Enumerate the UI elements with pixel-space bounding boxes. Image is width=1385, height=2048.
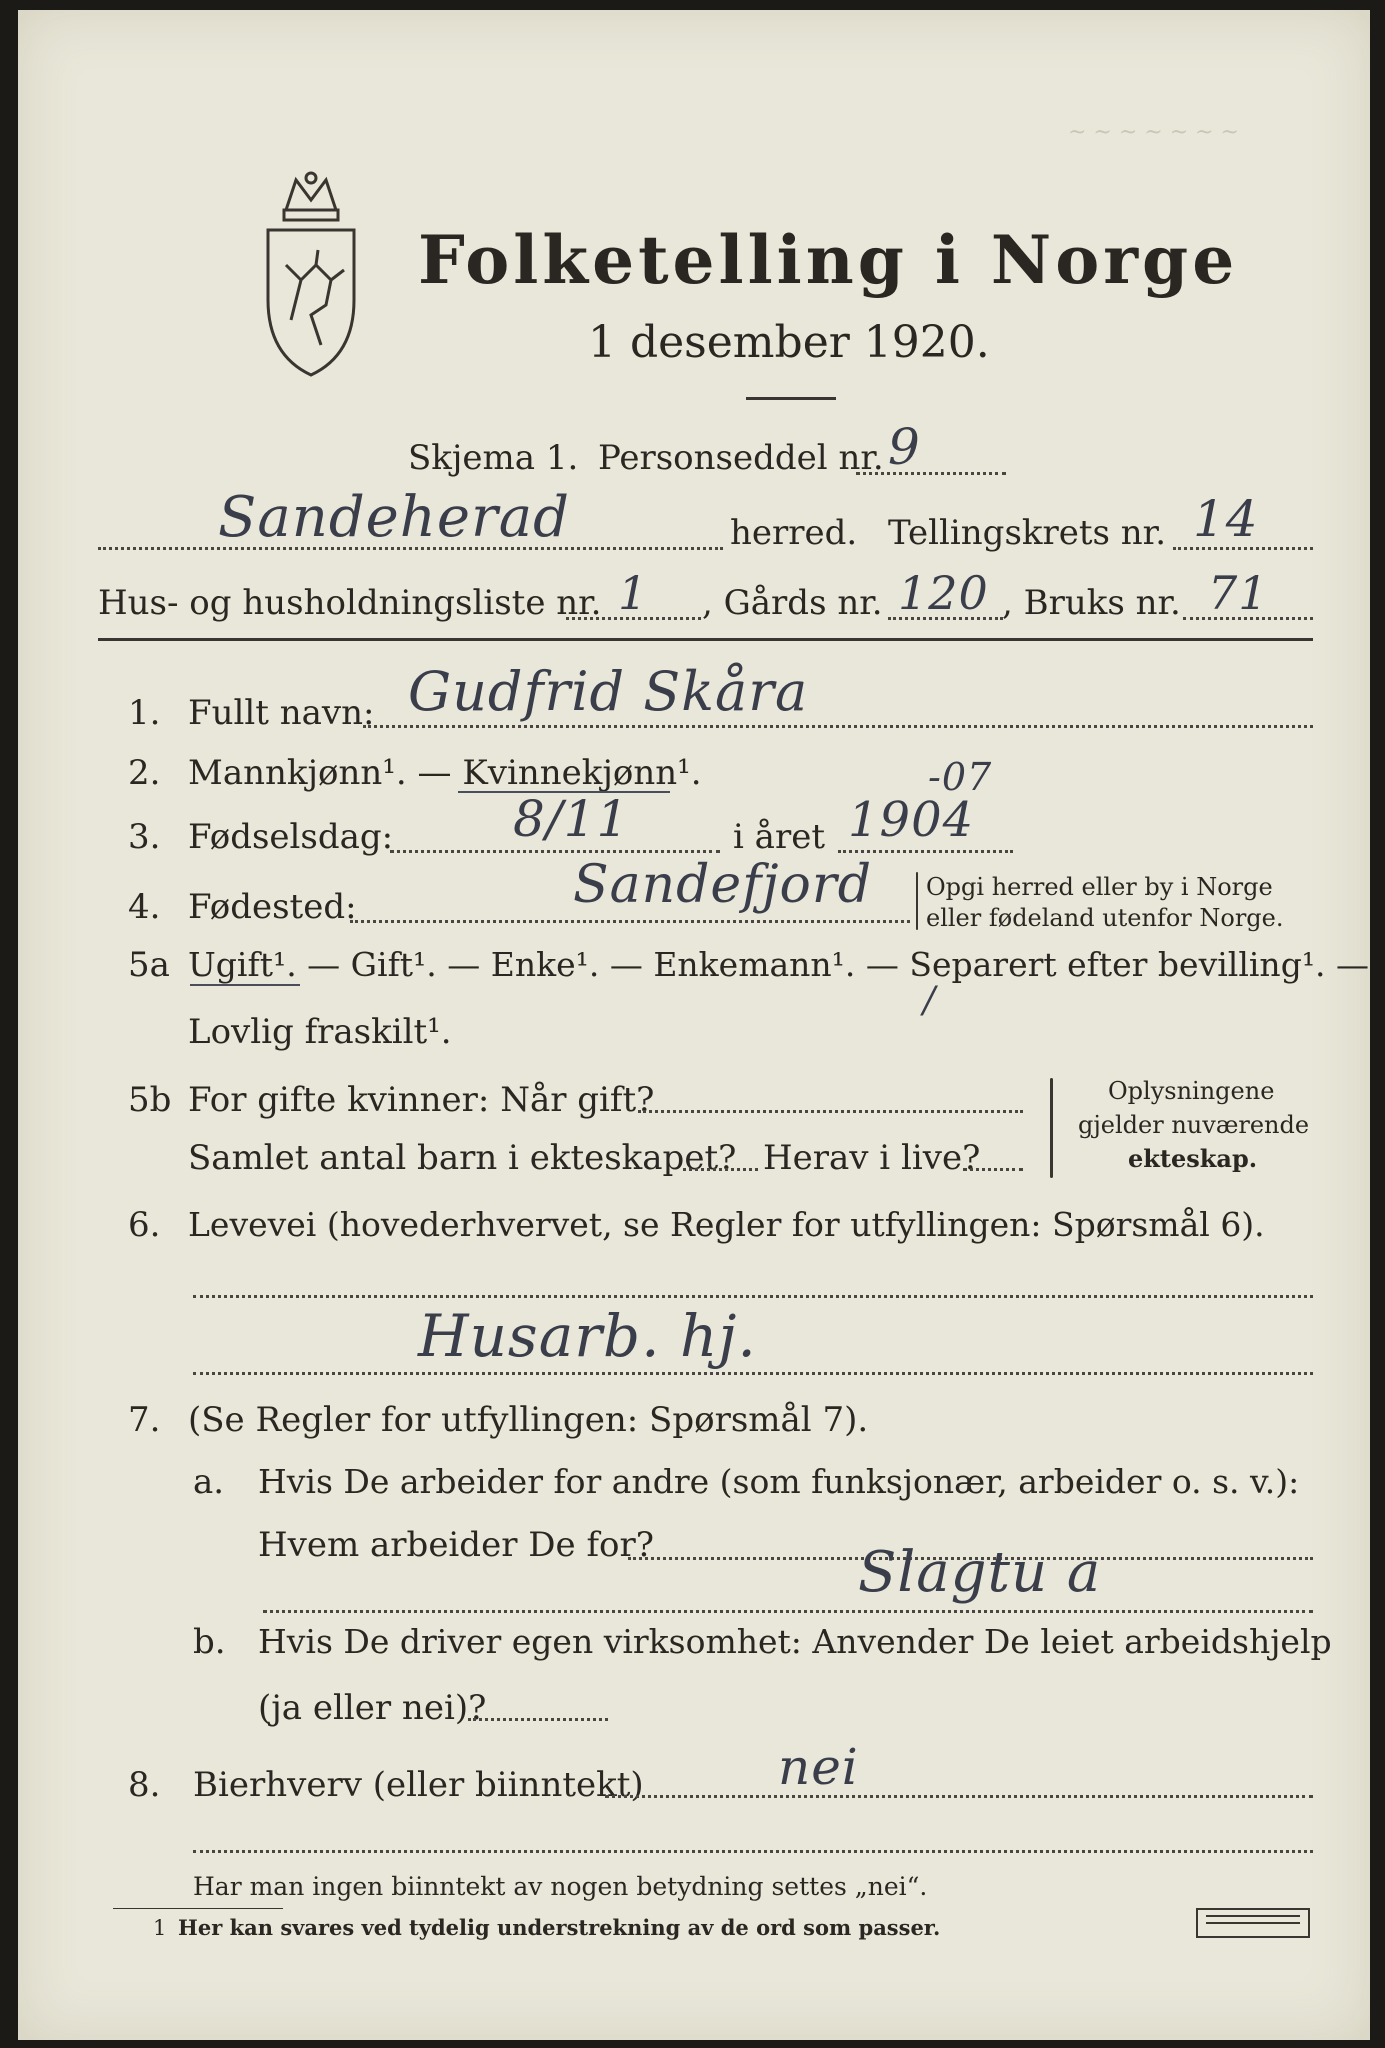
footnote-divider bbox=[113, 1908, 283, 1909]
q7a-letter: a. bbox=[193, 1462, 225, 1502]
q5b-married-field bbox=[638, 1110, 1023, 1113]
printer-stamp bbox=[1196, 1908, 1310, 1938]
q3-year-correction: -07 bbox=[928, 755, 993, 799]
footer-note: Har man ingen biinntekt av nogen betydning settes „nei“. bbox=[193, 1872, 928, 1901]
q7b-line2: (ja eller nei)? bbox=[258, 1688, 487, 1728]
census-form-page bbox=[18, 10, 1370, 2040]
q7a-line2: Hvem arbeider De for? bbox=[258, 1525, 654, 1565]
household-label: Hus- og husholdningsliste nr. bbox=[98, 583, 602, 623]
q5b-herav-label: Herav i live? bbox=[763, 1138, 981, 1178]
q5b-brace bbox=[1050, 1078, 1053, 1178]
q5a-number: 5a bbox=[128, 945, 170, 985]
q4-note-1: Opgi herred eller by i Norge bbox=[926, 873, 1273, 901]
tellingskrets-value: 14 bbox=[1193, 490, 1259, 548]
q5a-tick-mark: / bbox=[923, 980, 937, 1021]
q8-value: nei bbox=[778, 1738, 859, 1796]
printer-stamp-line bbox=[1206, 1922, 1300, 1924]
q3-number: 3. bbox=[128, 817, 161, 857]
bleed-through-text: ~ ~ ~ ~ ~ ~ ~ bbox=[1068, 120, 1239, 145]
q3-field bbox=[390, 850, 720, 853]
q5b-alive-field bbox=[963, 1168, 1023, 1171]
q5b-children-field bbox=[683, 1168, 758, 1171]
tellingskrets-label: Tellingskrets nr. bbox=[888, 513, 1167, 553]
q4-number: 4. bbox=[128, 887, 161, 927]
q6-value: Husarb. hj. bbox=[418, 1302, 757, 1370]
q6-label: Levevei (hovederhvervet, se Regler for utfyllingen: Spørsmål 6). bbox=[188, 1205, 1265, 1244]
q4-field bbox=[350, 920, 910, 923]
q6-number: 6. bbox=[128, 1205, 161, 1245]
q6-field-2 bbox=[193, 1372, 1313, 1375]
q5b-number: 5b bbox=[128, 1080, 172, 1120]
q3-value: 8/11 bbox=[513, 790, 630, 848]
q5a-underline-ugift bbox=[190, 984, 300, 986]
q7b-field bbox=[468, 1718, 608, 1721]
q8-field-1 bbox=[605, 1795, 1313, 1798]
form-date: 1 desember 1920. bbox=[588, 317, 990, 368]
q4-value: Sandefjord bbox=[573, 855, 872, 915]
footnote-number: 1 bbox=[153, 1916, 167, 1940]
q2-number: 2. bbox=[128, 753, 161, 793]
q3-year-field bbox=[838, 850, 1013, 853]
q8-number: 8. bbox=[128, 1765, 161, 1805]
q5b-note-1: Oplysningene bbox=[1108, 1077, 1275, 1105]
q5b-line1: For gifte kvinner: Når gift? bbox=[188, 1080, 655, 1120]
form-title: Folketelling i Norge bbox=[418, 221, 1239, 299]
q7a-field-2 bbox=[263, 1610, 1313, 1613]
q5b-note-2: gjelder nuværende bbox=[1078, 1111, 1310, 1139]
q7-label: (Se Regler for utfyllingen: Spørsmål 7). bbox=[188, 1400, 869, 1440]
q5a-line1: Ugift¹. — Gift¹. — Enke¹. — Enkemann¹. — Separert efter bevilling¹. — bbox=[188, 945, 1370, 984]
footnote-text: Her kan svares ved tydelig understrekning av de ord som passer. bbox=[178, 1915, 941, 1940]
title-divider bbox=[746, 397, 836, 400]
q4-note-2: eller fødeland utenfor Norge. bbox=[926, 904, 1284, 932]
q5b-line2: Samlet antal barn i ekteskapet? bbox=[188, 1138, 737, 1178]
printer-stamp-line bbox=[1206, 1915, 1300, 1917]
q8-label: Bierhverv (eller biinntekt) bbox=[193, 1765, 644, 1805]
q1-value: Gudfrid Skåra bbox=[408, 660, 809, 723]
q7a-value: Slagtu a bbox=[858, 1540, 1102, 1605]
q4-label: Fødested: bbox=[188, 887, 357, 927]
q6-field-1 bbox=[193, 1295, 1313, 1298]
q1-label: Fullt navn: bbox=[188, 693, 375, 733]
q4-brace bbox=[916, 872, 918, 930]
bruks-value: 71 bbox=[1208, 566, 1269, 620]
norwegian-coat-of-arms-icon bbox=[256, 170, 366, 380]
q3-label: Fødselsdag: bbox=[188, 817, 394, 857]
q8-field-2 bbox=[193, 1850, 1313, 1853]
q2-label: Mannkjønn¹. — Kvinnekjønn¹. bbox=[188, 753, 702, 793]
personseddel-field bbox=[856, 472, 1006, 475]
herred-value: Sandeherad bbox=[218, 485, 571, 550]
herred-label: herred. bbox=[730, 513, 858, 553]
q7-number: 7. bbox=[128, 1400, 161, 1440]
bruks-label: , Bruks nr. bbox=[1002, 583, 1181, 623]
q7a-line1: Hvis De arbeider for andre (som funksjonær, arbeider o. s. v.): bbox=[258, 1462, 1300, 1501]
schema-label: Skjema 1. bbox=[408, 438, 579, 478]
personseddel-value: 9 bbox=[888, 418, 921, 476]
q5a-line2: Lovlig fraskilt¹. bbox=[188, 1012, 452, 1052]
gards-label: , Gårds nr. bbox=[702, 583, 883, 623]
personseddel-label: Personseddel nr. bbox=[598, 438, 884, 478]
q1-field bbox=[363, 725, 1313, 728]
q1-number: 1. bbox=[128, 693, 161, 733]
q5b-note-3: ekteskap. bbox=[1128, 1144, 1258, 1173]
household-value: 1 bbox=[618, 566, 649, 620]
q7b-line1: Hvis De driver egen virksomhet: Anvender De leiet arbeidshjelp bbox=[258, 1622, 1332, 1661]
q3-year-value: 1904 bbox=[848, 792, 975, 848]
q7b-letter: b. bbox=[193, 1622, 226, 1662]
q3-year-label: i året bbox=[733, 817, 825, 857]
header-divider bbox=[98, 638, 1313, 641]
gards-value: 120 bbox=[898, 566, 989, 620]
